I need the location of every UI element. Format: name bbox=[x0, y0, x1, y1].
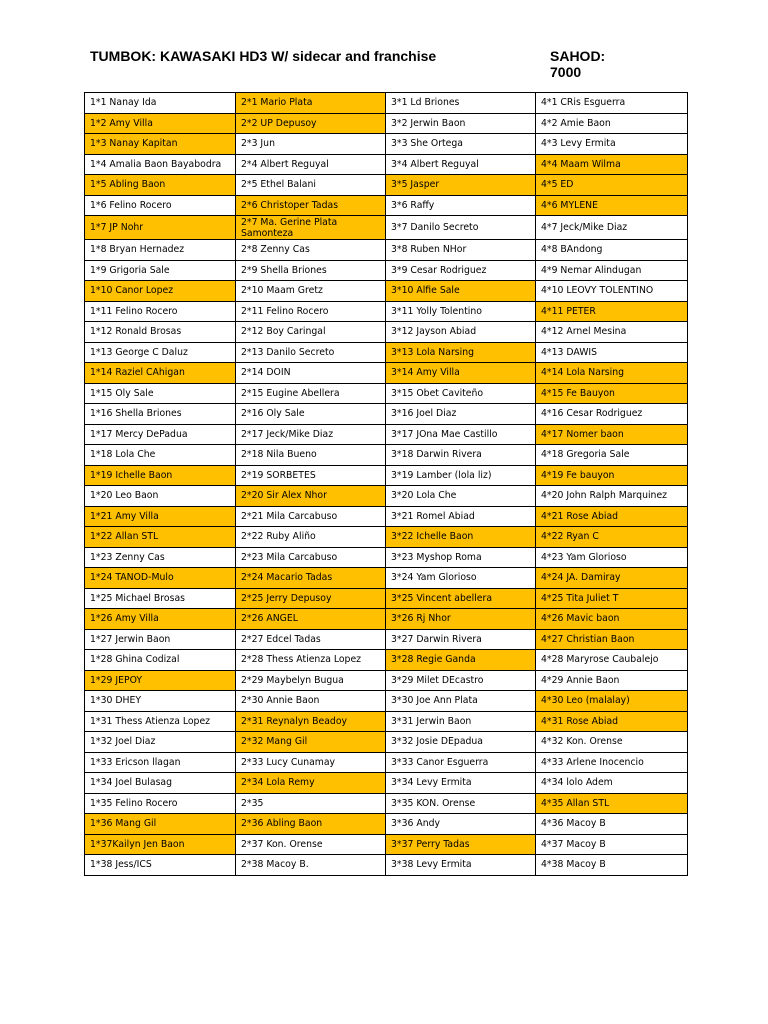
table-cell: 3*28 Regie Ganda bbox=[386, 650, 536, 671]
table-cell: 4*17 Nomer baon bbox=[536, 424, 688, 445]
table-cell: 3*15 Obet Caviteño bbox=[386, 383, 536, 404]
table-cell: 1*35 Felino Rocero bbox=[85, 793, 236, 814]
table-row bbox=[85, 527, 688, 548]
table-row bbox=[85, 629, 688, 650]
table-row bbox=[85, 404, 688, 425]
table-cell: 1*15 Oly Sale bbox=[85, 383, 236, 404]
table-cell: 2*3 Jun bbox=[236, 134, 386, 155]
table-row bbox=[85, 588, 688, 609]
table-row bbox=[85, 195, 688, 216]
salary-label: SAHOD: 7000 bbox=[550, 48, 606, 80]
table-cell: 3*31 Jerwin Baon bbox=[386, 711, 536, 732]
table-cell: 3*33 Canor Esguerra bbox=[386, 752, 536, 773]
table-cell: 1*12 Ronald Brosas bbox=[85, 322, 236, 343]
table-row bbox=[85, 752, 688, 773]
table-row bbox=[85, 424, 688, 445]
table-cell: 4*19 Fe bauyon bbox=[536, 465, 688, 486]
table-cell: 1*28 Ghina Codizal bbox=[85, 650, 236, 671]
table-cell: 4*25 Tita Juliet T bbox=[536, 588, 688, 609]
table-cell: 3*36 Andy bbox=[386, 814, 536, 835]
table-cell: 1*24 TANOD-Mulo bbox=[85, 568, 236, 589]
table-row bbox=[85, 240, 688, 261]
table-cell: 1*22 Allan STL bbox=[85, 527, 236, 548]
table-cell: 2*24 Macario Tadas bbox=[236, 568, 386, 589]
table-cell: 2*4 Albert Reguyal bbox=[236, 154, 386, 175]
table-cell: 1*29 JEPOY bbox=[85, 670, 236, 691]
table-cell: 1*13 George C Daluz bbox=[85, 342, 236, 363]
table-cell: 2*28 Thess Atienza Lopez bbox=[236, 650, 386, 671]
table-cell: 2*16 Oly Sale bbox=[236, 404, 386, 425]
table-row bbox=[85, 506, 688, 527]
table-cell: 1*6 Felino Rocero bbox=[85, 195, 236, 216]
table-cell: 2*21 Mila Carcabuso bbox=[236, 506, 386, 527]
table-row bbox=[85, 113, 688, 134]
table-cell: 4*15 Fe Bauyon bbox=[536, 383, 688, 404]
table-cell: 1*20 Leo Baon bbox=[85, 486, 236, 507]
table-cell: 1*27 Jerwin Baon bbox=[85, 629, 236, 650]
table-cell: 4*33 Arlene Inocencio bbox=[536, 752, 688, 773]
table-cell: 3*11 Yolly Tolentino bbox=[386, 301, 536, 322]
table-row bbox=[85, 568, 688, 589]
table-cell: 3*22 Ichelle Baon bbox=[386, 527, 536, 548]
table-row bbox=[85, 650, 688, 671]
table-cell: 1*25 Michael Brosas bbox=[85, 588, 236, 609]
table-cell: 4*24 JA. Damiray bbox=[536, 568, 688, 589]
table-cell: 1*7 JP Nohr bbox=[85, 216, 236, 240]
table-cell: 4*32 Kon. Orense bbox=[536, 732, 688, 753]
table-cell: 4*36 Macoy B bbox=[536, 814, 688, 835]
table-cell: 4*12 Arnel Mesina bbox=[536, 322, 688, 343]
table-cell: 2*22 Ruby Aliño bbox=[236, 527, 386, 548]
table-cell: 4*37 Macoy B bbox=[536, 834, 688, 855]
table-row bbox=[85, 814, 688, 835]
table-cell: 2*34 Lola Remy bbox=[236, 773, 386, 794]
table-cell: 4*5 ED bbox=[536, 175, 688, 196]
table-cell: 2*32 Mang Gil bbox=[236, 732, 386, 753]
table-cell: 3*13 Lola Narsing bbox=[386, 342, 536, 363]
table-cell: 4*22 Ryan C bbox=[536, 527, 688, 548]
table-cell: 2*31 Reynalyn Beadoy bbox=[236, 711, 386, 732]
table-cell: 1*1 Nanay Ida bbox=[85, 93, 236, 114]
table-cell: 2*35 bbox=[236, 793, 386, 814]
table-cell: 3*19 Lamber (lola liz) bbox=[386, 465, 536, 486]
table-row bbox=[85, 154, 688, 175]
table-cell: 1*16 Shella Briones bbox=[85, 404, 236, 425]
table-row bbox=[85, 773, 688, 794]
table-row bbox=[85, 363, 688, 384]
table-cell: 2*15 Eugine Abellera bbox=[236, 383, 386, 404]
table-cell: 1*17 Mercy DePadua bbox=[85, 424, 236, 445]
table-cell: 1*36 Mang Gil bbox=[85, 814, 236, 835]
table-cell: 2*27 Edcel Tadas bbox=[236, 629, 386, 650]
table-cell: 4*10 LEOVY TOLENTINO bbox=[536, 281, 688, 302]
table-row bbox=[85, 547, 688, 568]
table-cell: 2*38 Macoy B. bbox=[236, 855, 386, 876]
table-cell: 1*34 Joel Bulasag bbox=[85, 773, 236, 794]
table-cell: 2*30 Annie Baon bbox=[236, 691, 386, 712]
document-header bbox=[90, 48, 628, 80]
table-cell: 3*10 Alfie Sale bbox=[386, 281, 536, 302]
table-cell: 3*30 Joe Ann Plata bbox=[386, 691, 536, 712]
table-cell: 3*18 Darwin Rivera bbox=[386, 445, 536, 466]
table-cell: 1*10 Canor Lopez bbox=[85, 281, 236, 302]
table-cell: 4*30 Leo (malalay) bbox=[536, 691, 688, 712]
table-cell: 1*14 Raziel CAhigan bbox=[85, 363, 236, 384]
table-cell: 1*11 Felino Rocero bbox=[85, 301, 236, 322]
table-cell: 2*9 Shella Briones bbox=[236, 260, 386, 281]
table-cell: 3*29 Milet DEcastro bbox=[386, 670, 536, 691]
table-row bbox=[85, 445, 688, 466]
table-cell: 3*20 Lola Che bbox=[386, 486, 536, 507]
table-row bbox=[85, 301, 688, 322]
table-cell: 2*26 ANGEL bbox=[236, 609, 386, 630]
table-cell: 2*7 Ma. Gerine Plata Samonteza bbox=[236, 216, 386, 240]
table-cell: 4*35 Allan STL bbox=[536, 793, 688, 814]
assignment-table-body bbox=[85, 93, 688, 876]
table-row bbox=[85, 342, 688, 363]
table-row bbox=[85, 834, 688, 855]
table-cell: 1*5 Abling Baon bbox=[85, 175, 236, 196]
table-cell: 2*17 Jeck/Mike Diaz bbox=[236, 424, 386, 445]
table-cell: 3*7 Danilo Secreto bbox=[386, 216, 536, 240]
table-cell: 2*2 UP Depusoy bbox=[236, 113, 386, 134]
table-row bbox=[85, 175, 688, 196]
table-cell: 1*26 Amy Villa bbox=[85, 609, 236, 630]
table-cell: 1*32 Joel Diaz bbox=[85, 732, 236, 753]
table-cell: 2*20 Sir Alex Nhor bbox=[236, 486, 386, 507]
table-cell: 1*38 Jess/ICS bbox=[85, 855, 236, 876]
table-cell: 4*31 Rose Abiad bbox=[536, 711, 688, 732]
table-cell: 1*23 Zenny Cas bbox=[85, 547, 236, 568]
table-cell: 3*23 Myshop Roma bbox=[386, 547, 536, 568]
table-cell: 1*37Kailyn Jen Baon bbox=[85, 834, 236, 855]
table-cell: 3*1 Ld Briones bbox=[386, 93, 536, 114]
table-cell: 3*8 Ruben NHor bbox=[386, 240, 536, 261]
table-cell: 2*29 Maybelyn Bugua bbox=[236, 670, 386, 691]
table-row bbox=[85, 93, 688, 114]
table-cell: 3*5 Jasper bbox=[386, 175, 536, 196]
table-row bbox=[85, 383, 688, 404]
table-cell: 2*1 Mario Plata bbox=[236, 93, 386, 114]
table-cell: 3*6 Raffy bbox=[386, 195, 536, 216]
table-cell: 3*25 Vincent abellera bbox=[386, 588, 536, 609]
table-row bbox=[85, 322, 688, 343]
table-cell: 1*31 Thess Atienza Lopez bbox=[85, 711, 236, 732]
table-row bbox=[85, 609, 688, 630]
table-cell: 4*11 PETER bbox=[536, 301, 688, 322]
table-cell: 2*10 Maam Gretz bbox=[236, 281, 386, 302]
table-cell: 3*9 Cesar Rodriguez bbox=[386, 260, 536, 281]
table-cell: 2*12 Boy Caringal bbox=[236, 322, 386, 343]
table-cell: 2*11 Felino Rocero bbox=[236, 301, 386, 322]
table-cell: 4*23 Yam Glorioso bbox=[536, 547, 688, 568]
table-cell: 1*2 Amy Villa bbox=[85, 113, 236, 134]
table-cell: 4*21 Rose Abiad bbox=[536, 506, 688, 527]
table-cell: 4*27 Christian Baon bbox=[536, 629, 688, 650]
table-cell: 4*9 Nemar Alindugan bbox=[536, 260, 688, 281]
table-cell: 1*8 Bryan Hernadez bbox=[85, 240, 236, 261]
table-cell: 4*3 Levy Ermita bbox=[536, 134, 688, 155]
table-cell: 2*23 Mila Carcabuso bbox=[236, 547, 386, 568]
table-cell: 4*34 lolo Adem bbox=[536, 773, 688, 794]
table-row bbox=[85, 260, 688, 281]
table-cell: 2*19 SORBETES bbox=[236, 465, 386, 486]
table-cell: 4*14 Lola Narsing bbox=[536, 363, 688, 384]
table-cell: 4*28 Maryrose Caubalejo bbox=[536, 650, 688, 671]
table-cell: 3*24 Yam Glorioso bbox=[386, 568, 536, 589]
document-title: TUMBOK: KAWASAKI HD3 W/ sidecar and franchise bbox=[90, 48, 437, 64]
table-row bbox=[85, 855, 688, 876]
table-cell: 3*27 Darwin Rivera bbox=[386, 629, 536, 650]
table-row bbox=[85, 486, 688, 507]
table-cell: 2*14 DOIN bbox=[236, 363, 386, 384]
assignment-table bbox=[84, 92, 688, 876]
table-row bbox=[85, 711, 688, 732]
table-cell: 3*12 Jayson Abiad bbox=[386, 322, 536, 343]
table-cell: 4*29 Annie Baon bbox=[536, 670, 688, 691]
table-cell: 2*6 Christoper Tadas bbox=[236, 195, 386, 216]
table-row bbox=[85, 732, 688, 753]
table-cell: 2*8 Zenny Cas bbox=[236, 240, 386, 261]
table-cell: 4*20 John Ralph Marquinez bbox=[536, 486, 688, 507]
table-row bbox=[85, 793, 688, 814]
table-cell: 3*4 Albert Reguyal bbox=[386, 154, 536, 175]
table-cell: 4*1 CRis Esguerra bbox=[536, 93, 688, 114]
table-row bbox=[85, 216, 688, 240]
table-row bbox=[85, 691, 688, 712]
table-cell: 3*21 Romel Abiad bbox=[386, 506, 536, 527]
table-cell: 2*33 Lucy Cunamay bbox=[236, 752, 386, 773]
table-row bbox=[85, 281, 688, 302]
table-cell: 3*34 Levy Ermita bbox=[386, 773, 536, 794]
table-cell: 2*25 Jerry Depusoy bbox=[236, 588, 386, 609]
table-cell: 3*37 Perry Tadas bbox=[386, 834, 536, 855]
table-cell: 4*8 BAndong bbox=[536, 240, 688, 261]
table-cell: 1*9 Grigoria Sale bbox=[85, 260, 236, 281]
table-cell: 4*16 Cesar Rodriguez bbox=[536, 404, 688, 425]
table-cell: 1*4 Amalia Baon Bayabodra bbox=[85, 154, 236, 175]
table-cell: 3*32 Josie DEpadua bbox=[386, 732, 536, 753]
table-cell: 4*13 DAWIS bbox=[536, 342, 688, 363]
table-cell: 4*18 Gregoria Sale bbox=[536, 445, 688, 466]
table-row bbox=[85, 465, 688, 486]
table-cell: 4*7 Jeck/Mike Diaz bbox=[536, 216, 688, 240]
table-cell: 4*38 Macoy B bbox=[536, 855, 688, 876]
table-cell: 1*21 Amy Villa bbox=[85, 506, 236, 527]
table-cell: 3*35 KON. Orense bbox=[386, 793, 536, 814]
table-cell: 4*2 Amie Baon bbox=[536, 113, 688, 134]
table-cell: 3*26 Rj Nhor bbox=[386, 609, 536, 630]
table-cell: 4*26 Mavic baon bbox=[536, 609, 688, 630]
table-cell: 2*5 Ethel Balani bbox=[236, 175, 386, 196]
table-row bbox=[85, 670, 688, 691]
table-cell: 2*18 Nila Bueno bbox=[236, 445, 386, 466]
table-cell: 1*30 DHEY bbox=[85, 691, 236, 712]
table-cell: 3*17 JOna Mae Castillo bbox=[386, 424, 536, 445]
table-cell: 3*16 Joel Diaz bbox=[386, 404, 536, 425]
table-cell: 2*37 Kon. Orense bbox=[236, 834, 386, 855]
table-cell: 3*2 Jerwin Baon bbox=[386, 113, 536, 134]
table-cell: 2*13 Danilo Secreto bbox=[236, 342, 386, 363]
table-cell: 1*3 Nanay Kapitan bbox=[85, 134, 236, 155]
table-cell: 1*18 Lola Che bbox=[85, 445, 236, 466]
table-cell: 4*4 Maam Wilma bbox=[536, 154, 688, 175]
table-row bbox=[85, 134, 688, 155]
table-cell: 4*6 MYLENE bbox=[536, 195, 688, 216]
table-cell: 3*3 She Ortega bbox=[386, 134, 536, 155]
table-cell: 2*36 Abling Baon bbox=[236, 814, 386, 835]
table-cell: 1*19 Ichelle Baon bbox=[85, 465, 236, 486]
table-cell: 3*38 Levy Ermita bbox=[386, 855, 536, 876]
table-cell: 3*14 Amy Villa bbox=[386, 363, 536, 384]
table-cell: 1*33 Ericson llagan bbox=[85, 752, 236, 773]
